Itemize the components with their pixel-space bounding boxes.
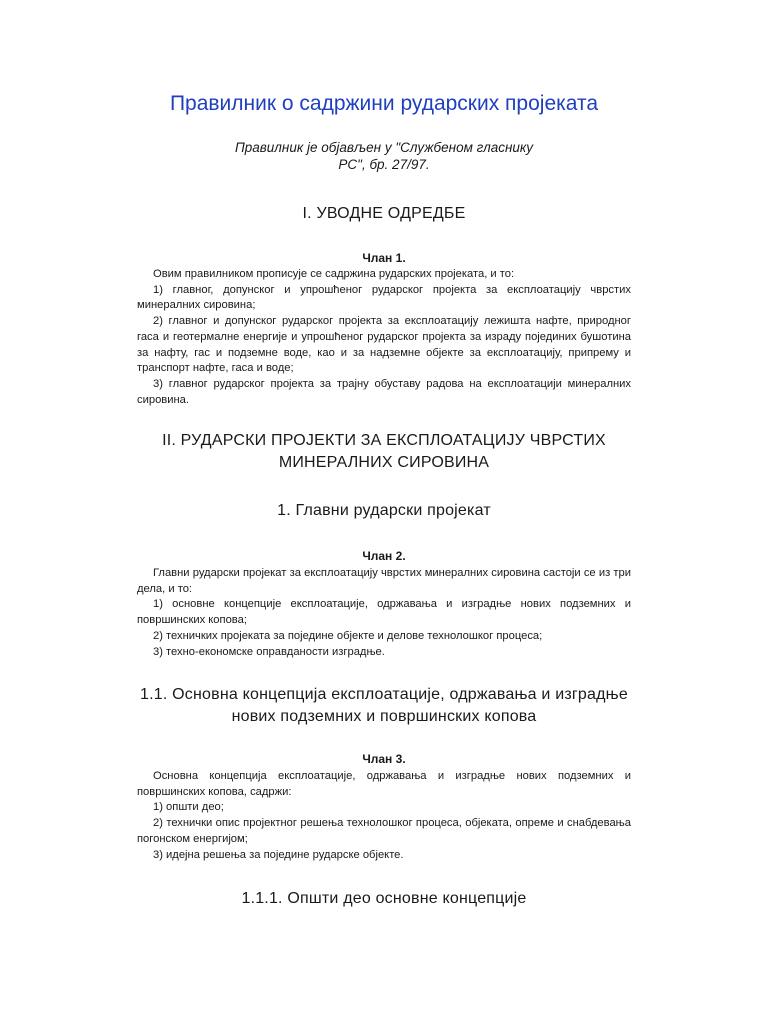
section-heading-basic-concept [0, 684, 768, 728]
article-2-item-2: 2) техничких пројеката за поједине објекте и делове технолошког процеса; [153, 629, 543, 642]
article-3-item-2: 2) технички опис пројектног решења технолошког процеса, објеката, опреме и снабдевања погонском енергијом; [137, 817, 631, 845]
section-heading-basic-concept-line-1: 1.1. Основна концепција експлоатације, одржавања и изградње [140, 686, 628, 703]
article-1-item-1: 1) главног, допунског и упрошћеног рударског пројекта за експлоатацију чврстих минералних сировина; [137, 283, 631, 312]
section-heading-general-part: 1.1.1. Општи део основне концепције [241, 890, 527, 907]
article-2-body [137, 566, 631, 660]
article-1-body [137, 267, 631, 408]
section-heading-solid-minerals [0, 430, 768, 474]
article-3-body [137, 769, 631, 863]
document-title: Правилник о садржини рударских пројеката [169, 92, 599, 115]
article-1-heading: Члан 1. [362, 251, 406, 265]
section-heading-solid-minerals-line-2: МИНЕРАЛНИХ СИРОВИНА [278, 454, 490, 471]
section-heading-introductory: I. УВОДНЕ ОДРЕДБЕ [302, 205, 466, 222]
article-1-item-3: 3) главног рударског пројекта за трајну обуставу радова на експлоатацији минералних сировина. [137, 377, 631, 406]
publication-note-line-2: РС", бр. 27/97. [338, 157, 430, 172]
article-1-intro: Овим правилником прописује се садржина рударских пројеката, и то: [153, 268, 515, 280]
article-3-item-3: 3) идејна решења за поједине рударске објекте. [153, 848, 404, 861]
article-3-item-1: 1) општи део; [153, 801, 224, 814]
section-heading-solid-minerals-line-1: II. РУДАРСКИ ПРОЈЕКТИ ЗА ЕКСПЛОАТАЦИЈУ ЧВРСТИХ [162, 432, 606, 449]
article-3-intro: Основна концепција експлоатације, одржавања и изградње нових подземних и површинских копова, садржи: [137, 770, 631, 798]
publication-note-line-1: Правилник је објављен у "Службеном гласнику [234, 140, 534, 155]
article-1-item-2: 2) главног и допунског рударског пројекта за експлоатацију лежишта нафте, природног гаса и геотермалне енергије и упрошћеног рударског пројекта за израду појединих бушотина за нафту, гас и подземне воде, као и за надземне објекте за експлоатацију, припрему и транспорт нафте, гаса и воде; [137, 315, 631, 375]
publication-note [0, 139, 768, 173]
section-heading-basic-concept-line-2: нових подземних и површинских копова [231, 708, 537, 725]
article-2-item-3: 3) техно-економске оправданости изградње. [153, 645, 385, 658]
article-3-heading: Члан 3. [362, 752, 406, 766]
article-2-heading: Члан 2. [362, 549, 406, 563]
article-2-intro: Главни рударски пројекат за експлоатацију чврстих минералних сировина састоји се из три дела, и то: [137, 567, 631, 595]
article-2-item-1: 1) основне концепције експлоатације, одржавања и изградње нових подземних и површинских копова; [137, 598, 631, 627]
section-heading-main-project: 1. Главни рударски пројекат [277, 502, 491, 519]
